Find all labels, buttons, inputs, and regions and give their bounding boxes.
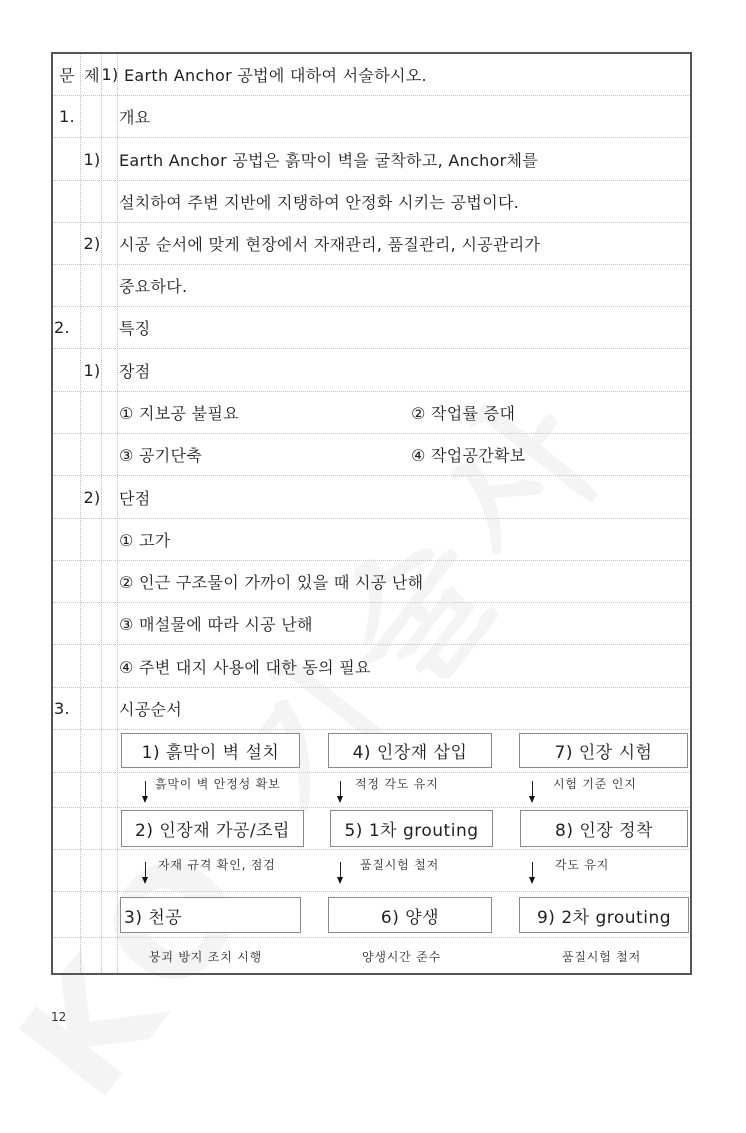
item-row	[53, 519, 690, 561]
step-note: 시험 기준 인지	[553, 777, 637, 791]
header-label-2: 제	[84, 66, 100, 85]
subsection-row	[53, 476, 690, 519]
section-title: 개요	[119, 108, 151, 127]
item-row	[53, 138, 690, 181]
step-box-5: 5) 1차 grouting	[330, 810, 493, 847]
down-arrow-icon	[532, 862, 533, 878]
section-row	[53, 688, 690, 730]
item-text: Earth Anchor 공법은 흙막이 벽을 굴착하고, Anchor체를	[119, 150, 539, 170]
step-box-6: 6) 양생	[328, 897, 492, 933]
item-row	[53, 223, 690, 265]
section-number: 1.	[59, 107, 75, 126]
step-note: 적정 각도 유지	[355, 777, 439, 791]
subsection-title: 장점	[119, 361, 151, 381]
item-text: 중요하다.	[119, 277, 188, 296]
item-row	[53, 434, 690, 476]
question-text: Earth Anchor 공법에 대하여 서술하시오.	[124, 66, 427, 85]
item-row	[53, 181, 690, 223]
subsection-row	[53, 349, 690, 392]
advantage-item: ④ 작업공간확보	[411, 446, 526, 465]
advantage-item: ③ 공기단축	[119, 446, 203, 465]
disadvantage-item: ③ 매설물에 따라 시공 난해	[119, 615, 313, 634]
advantage-item: ② 작업률 증대	[411, 404, 516, 423]
item-row	[53, 603, 690, 645]
step-box-3: 3) 천공	[120, 897, 301, 933]
item-row	[53, 392, 690, 434]
step-note: 흙막이 벽 안정성 확보	[155, 777, 281, 791]
section-row	[53, 96, 690, 138]
header-label-1: 문	[59, 66, 75, 85]
question-row	[53, 54, 690, 96]
step-box-9: 9) 2차 grouting	[519, 897, 689, 933]
answer-sheet-table	[51, 52, 692, 975]
item-row	[53, 645, 690, 688]
step-box-1: 1) 흙막이 벽 설치	[121, 733, 300, 768]
page-number: 12	[51, 1010, 67, 1024]
down-arrow-icon	[145, 862, 146, 878]
section-number: 3.	[54, 699, 70, 718]
section-title: 특징	[119, 319, 151, 338]
disadvantage-item: ② 인근 구조물이 가까이 있을 때 시공 난해	[119, 573, 424, 592]
question-number: 1)	[101, 65, 119, 84]
item-text: 설치하여 주변 지반에 지탱하여 안정화 시키는 공법이다.	[119, 193, 520, 212]
step-box-2: 2) 인장재 가공/조립	[121, 810, 304, 847]
disadvantage-item: ① 고가	[119, 531, 171, 550]
item-number: 2)	[83, 234, 101, 253]
advantage-item: ① 지보공 불필요	[119, 404, 239, 423]
step-note: 자재 규격 확인, 점검	[158, 858, 276, 872]
disadvantage-item: ④ 주변 대지 사용에 대한 동의 필요	[119, 657, 371, 677]
down-arrow-icon	[145, 781, 146, 797]
step-box-7: 7) 인장 시험	[519, 733, 688, 768]
step-box-4: 4) 인장재 삽입	[328, 733, 492, 768]
subsection-number: 2)	[83, 487, 101, 507]
section-row	[53, 307, 690, 349]
item-row	[53, 561, 690, 603]
step-note: 각도 유지	[555, 858, 610, 872]
down-arrow-icon	[532, 781, 533, 797]
item-row	[53, 265, 690, 307]
step-note: 양생시간 준수	[362, 950, 441, 964]
subsection-number: 1)	[83, 360, 101, 380]
item-number: 1)	[83, 149, 101, 169]
item-text: 시공 순서에 맞게 현장에서 자재관리, 품질관리, 시공관리가	[119, 235, 541, 254]
step-note: 붕괴 방지 조치 시행	[149, 950, 262, 964]
step-note: 품질시험 철저	[562, 950, 641, 964]
section-title: 시공순서	[119, 700, 183, 719]
down-arrow-icon	[340, 781, 341, 797]
subsection-title: 단점	[119, 488, 151, 508]
down-arrow-icon	[340, 862, 341, 878]
step-box-8: 8) 인장 정착	[520, 810, 688, 847]
step-note: 품질시험 철저	[360, 858, 439, 872]
section-number: 2.	[54, 318, 70, 337]
